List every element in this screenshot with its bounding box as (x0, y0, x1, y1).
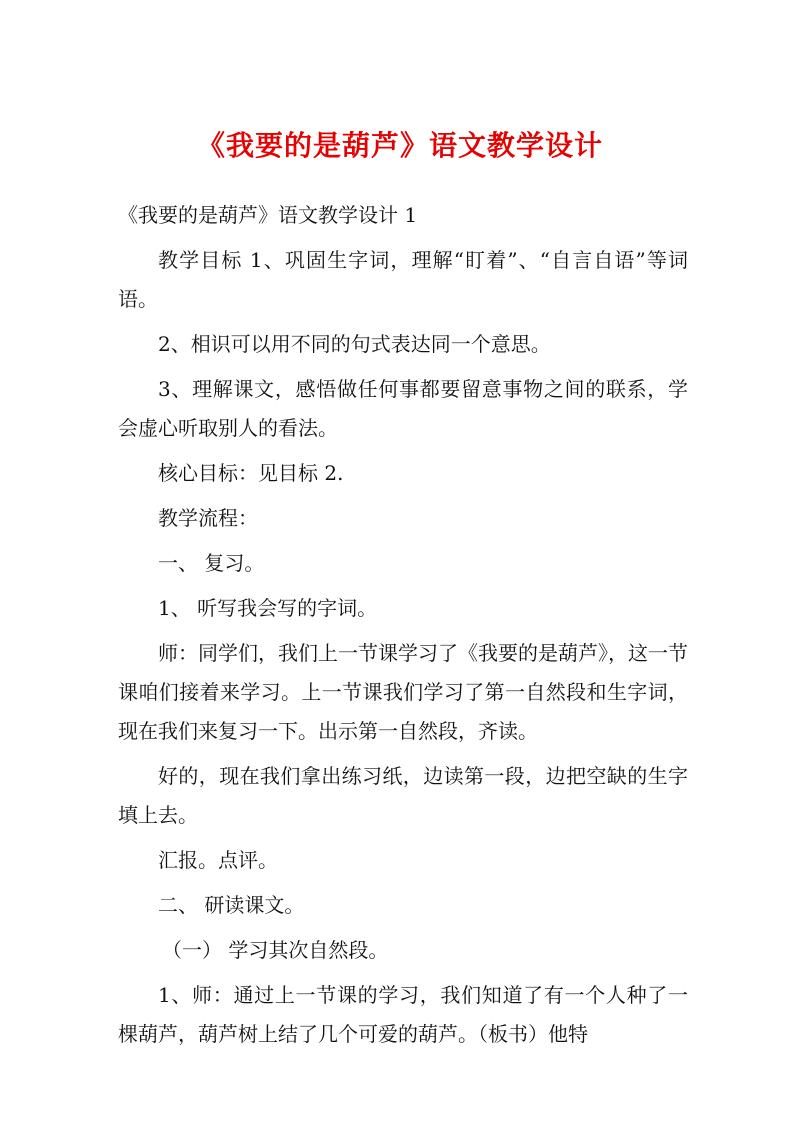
paragraph-report: 汇报。点评。 (158, 848, 278, 872)
paragraph-teacher-recap: 1、师：通过上一节课的学习，我们知道了有一个人种了一棵葫芦，葫芦树上结了几个可爱的葫芦。（板书）他特 (118, 983, 688, 1046)
paragraph-exercise: 好的，现在我们拿出练习纸，边读第一段，边把空缺的生字填上去。 (118, 764, 688, 827)
paragraph-teaching-goal-2: 2、相识可以用不同的句式表达同一个意思。 (158, 332, 551, 356)
section-heading: 《我要的是葫芦》语文教学设计 1 (118, 203, 418, 227)
paragraph-teaching-goal-3: 3、理解课文，感悟做任何事都要留意事物之间的联系，学会虚心听取别人的看法。 (118, 377, 688, 440)
paragraph-dictation: 1、 听写我会写的字词。 (158, 596, 378, 620)
paragraph-core-goal: 核心目标：见目标 2. (158, 461, 344, 485)
paragraph-teacher-intro: 师：同学们，我们上一节课学习了《我要的是葫芦》，这一节课咱们接着来学习。上一节课我们学习了第一自然段和生字词，现在我们来复习一下。出示第一自然段，齐读。 (118, 641, 688, 743)
paragraph-review: 一、 复习。 (158, 551, 265, 575)
paragraph-teaching-goal-1: 教学目标 1、巩固生字词，理解“盯着”、“自言自语”等词语。 (118, 248, 688, 311)
paragraph-teaching-process: 教学流程： (158, 506, 258, 530)
document-body (118, 196, 688, 1060)
document-title: 《我要的是葫芦》语文教学设计 (196, 129, 603, 162)
paragraph-study-text: 二、 研读课文。 (158, 893, 305, 917)
paragraph-second-section: （一） 学习其次自然段。 (162, 938, 389, 962)
